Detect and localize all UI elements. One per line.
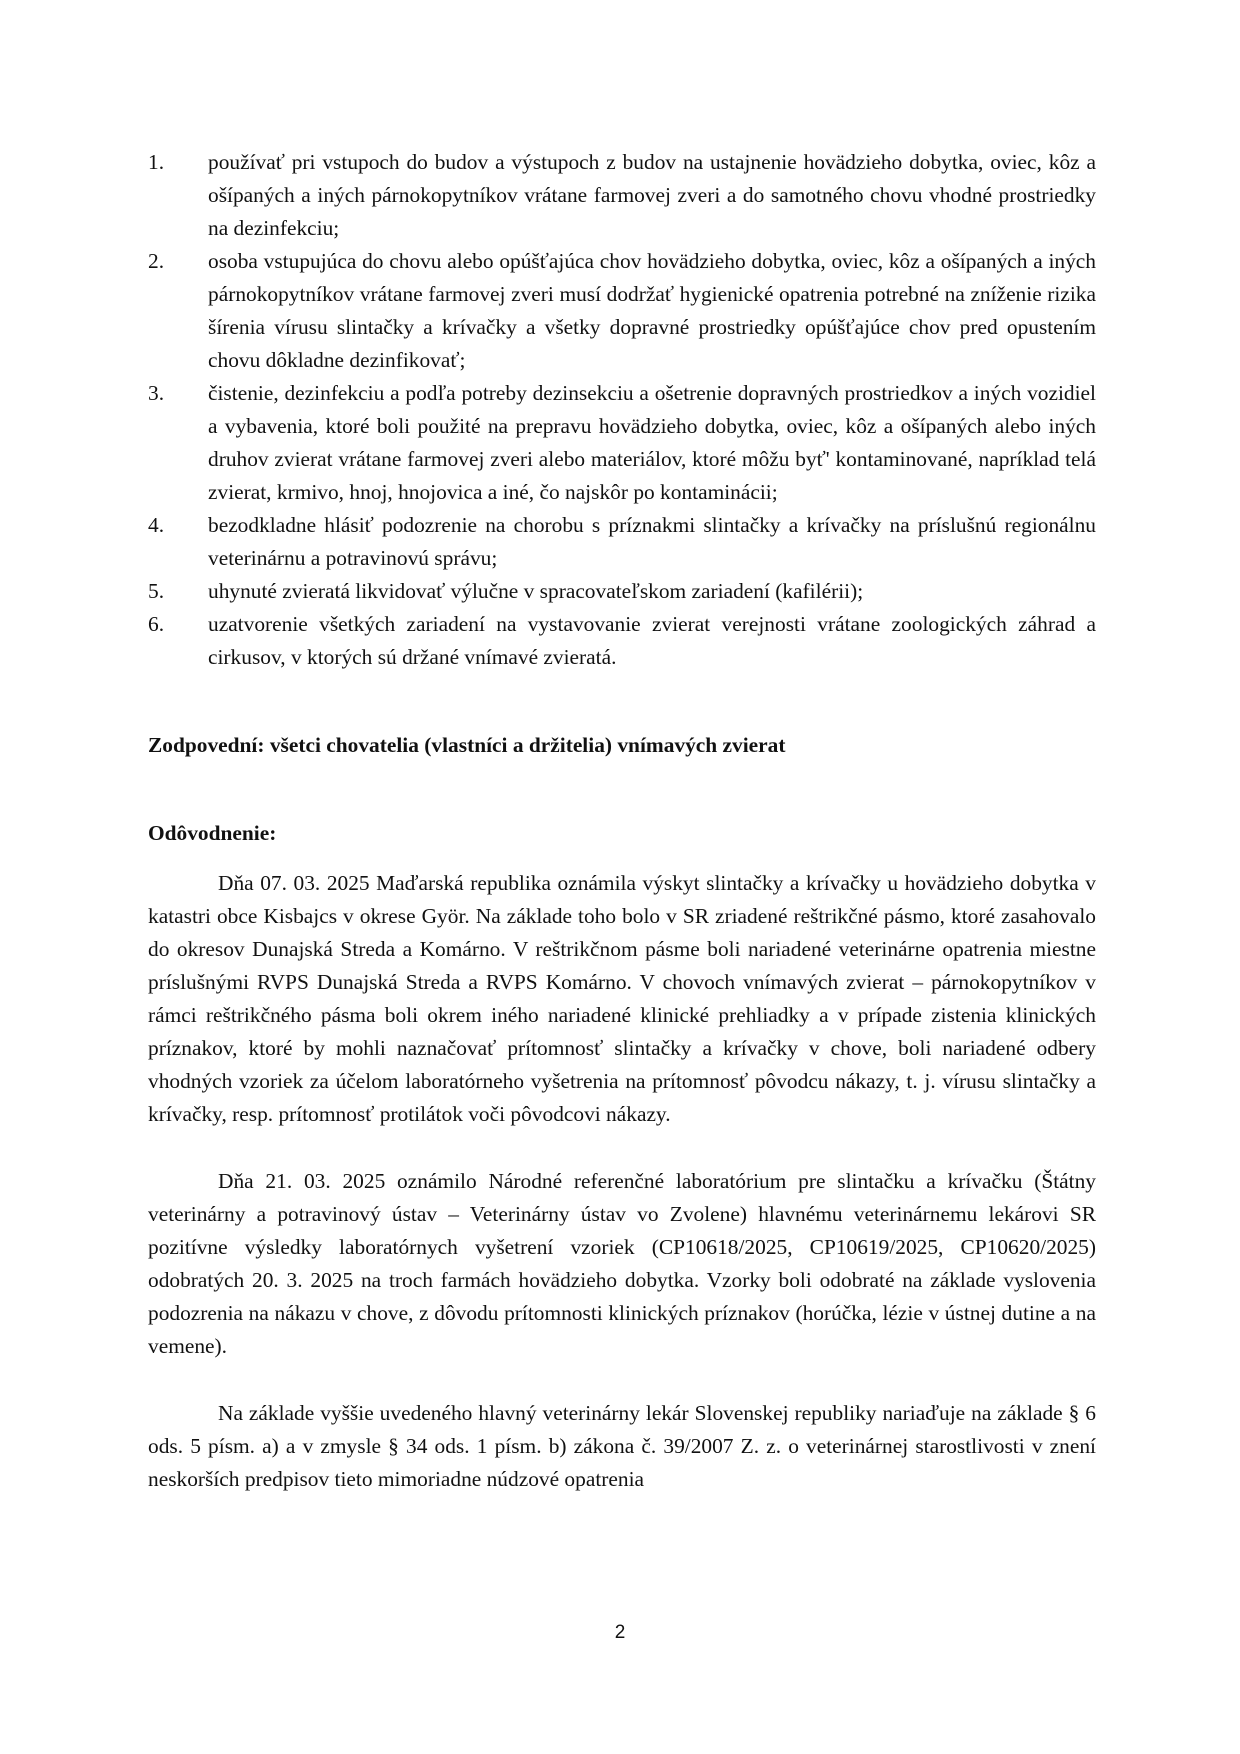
measure-text: bezodkladne hlásiť podozrenie na chorobu s príznakmi slintačky a krívačky na príslušnú regionálnu veterinárnu a potravinovú správu; bbox=[208, 513, 1096, 570]
measure-number: 6. bbox=[148, 612, 165, 636]
justification-paragraph: Dňa 07. 03. 2025 Maďarská republika oznámila výskyt slintačky a krívačky u hovädzieho dobytka v katastri obce Kisbajcs v okrese Györ. Na základe toho bolo v SR zriadené reštrikčné pásmo, ktoré zasahovalo do okresov Dunajská Streda a Komárno. V reštrikčnom pásme boli nariadené veterinárne opatrenia miestne príslušnými RVPS Dunajská Streda a RVPS Komárno. V chovoch vnímavých zvierat – párnokopytníkov v rámci reštrikčného pásma boli okrem iného nariadené klinické prehliadky a v prípade zistenia klinických príznakov, ktoré by mohli naznačovať prítomnosť slintačky a krívačky v chove, boli nariadené odbery vhodných vzoriek za účelom laboratórneho vyšetrenia na prítomnosť pôvodcu nákazy, t. j. vírusu slintačky a krívačky, resp. prítomnosť protilátok voči pôvodcovi nákazy. bbox=[148, 871, 1096, 1126]
measure-number: 1. bbox=[148, 150, 165, 174]
measure-item bbox=[148, 245, 1096, 377]
page-number: 2 bbox=[614, 1622, 626, 1643]
measure-text: osoba vstupujúca do chovu alebo opúšťajúca chov hovädzieho dobytka, oviec, kôz a ošípaných a iných párnokopytníkov vrátane farmovej zveri musí dodržať hygienické opatrenia potrebné na zníženie rizika šírenia vírusu slintačky a krívačky a všetky dopravné prostriedky opúšťajúce chov pred opustením chovu dôkladne dezinfikovať; bbox=[208, 249, 1096, 372]
justification-heading: Odôvodnenie: bbox=[148, 821, 277, 845]
measure-text: čistenie, dezinfekciu a podľa potreby dezinsekciu a ošetrenie dopravných prostriedkov a iných vozidiel a vybavenia, ktoré boli použité na prepravu hovädzieho dobytka, oviec, kôz a ošípaných alebo iných druhov zvierat vrátane farmovej zveri alebo materiálov, ktoré môžu byť' kontaminované, napríklad telá zvierat, krmivo, hnoj, hnojovica a iné, čo najskôr po kontaminácii; bbox=[208, 381, 1096, 504]
justification-paragraph: Na základe vyššie uvedeného hlavný veterinárny lekár Slovenskej republiky nariaďuje na základe § 6 ods. 5 písm. a) a v zmysle § 34 ods. 1 písm. b) zákona č. 39/2007 Z. z. o veterinárnej starostlivosti v znení neskorších predpisov tieto mimoriadne núdzové opatrenia bbox=[148, 1401, 1096, 1491]
measure-item bbox=[148, 608, 1096, 674]
justification-paragraph: Dňa 21. 03. 2025 oznámilo Národné referenčné laboratórium pre slintačku a krívačku (Štátny veterinárny a potravinový ústav – Veterinárny ústav vo Zvolene) hlavnému veterinárnemu lekárovi SR pozitívne výsledky laboratórnych vyšetrení vzoriek (CP10618/2025, CP10619/2025, CP10620/2025) odobratých 20. 3. 2025 na troch farmách hovädzieho dobytka. Vzorky boli odobraté na základe vyslovenia podozrenia na nákazu v chove, z dôvodu prítomnosti klinických príznakov (horúčka, lézie v ústnej dutine a na vemene). bbox=[148, 1169, 1096, 1358]
measure-text: uzatvorenie všetkých zariadení na vystavovanie zvierat verejnosti vrátane zoologických záhrad a cirkusov, v ktorých sú držané vnímavé zvieratá. bbox=[208, 612, 1096, 669]
measure-item bbox=[148, 509, 1096, 575]
measure-text: používať pri vstupoch do budov a výstupoch z budov na ustajnenie hovädzieho dobytka, oviec, kôz a ošípaných a iných párnokopytníkov vrátane farmovej zveri a do samotného chovu vhodné prostriedky na dezinfekciu; bbox=[208, 150, 1096, 240]
measure-item bbox=[148, 575, 1096, 608]
measure-number: 5. bbox=[148, 579, 165, 603]
document-body bbox=[148, 146, 1096, 1496]
measure-item bbox=[148, 146, 1096, 245]
measure-number: 4. bbox=[148, 513, 165, 537]
measure-text: uhynuté zvieratá likvidovať výlučne v spracovateľskom zariadení (kafilérii); bbox=[208, 579, 864, 603]
measure-number: 3. bbox=[148, 381, 165, 405]
responsible-parties: Zodpovední: všetci chovatelia (vlastníci a držitelia) vnímavých zvierat bbox=[148, 733, 786, 757]
measure-number: 2. bbox=[148, 249, 165, 273]
measure-item bbox=[148, 377, 1096, 509]
measures-list bbox=[148, 146, 1096, 674]
